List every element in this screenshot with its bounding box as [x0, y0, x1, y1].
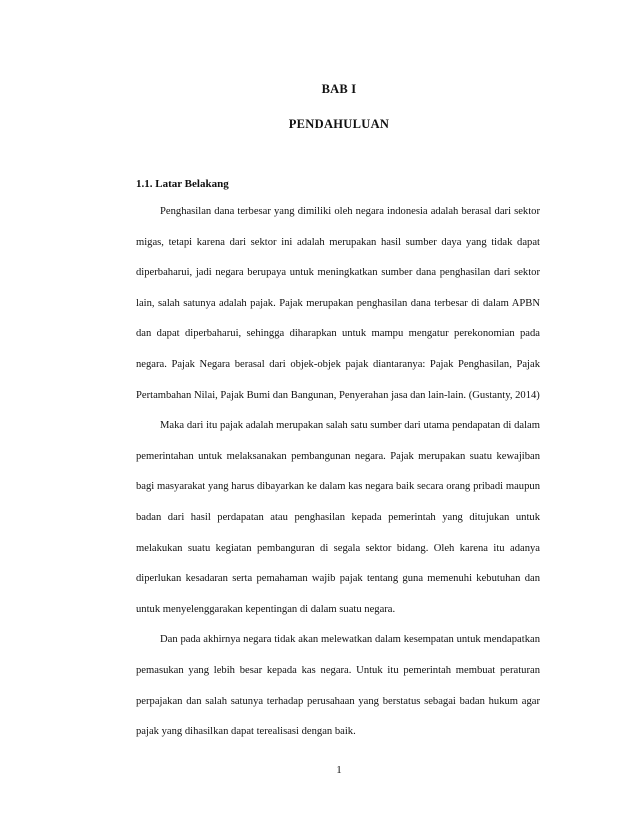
body-text	[136, 197, 540, 748]
chapter-title: PENDAHULUAN	[288, 117, 390, 131]
paragraph: Penghasilan dana terbesar yang dimiliki oleh negara indonesia adalah berasal dari sektor migas, tetapi karena dari sektor ini adalah merupakan hasil sumber daya yang tidak dapat diperbaharui, jadi negara berupaya untuk meningkatkan sumber dana penghasilan dari sektor lain, salah satunya adalah pajak. Pajak merupakan penghasilan dana terbesar di dalam APBN dan dapat diperbaharui, sehingga diharapkan untuk mampu mengatur perekonomian pada negara. Pajak Negara berasal dari objek-objek pajak diantaranya: Pajak Penghasilan, Pajak Pertambahan Nilai, Pajak Bumi dan Bangunan, Penyerahan jasa dan lain-lain. (Gustanty, 2014)	[136, 206, 540, 401]
page-number: 1	[336, 764, 342, 776]
paragraph: Dan pada akhirnya negara tidak akan melewatkan dalam kesempatan untuk mendapatkan pemasukan yang lebih besar kepada kas negara. Untuk itu pemerintah membuat peraturan perpajakan dan salah satunya terhadap perusahaan yang berstatus sebagai badan hukum agar pajak yang dihasilkan dapat terealisasi dengan baik.	[136, 634, 540, 738]
section-heading: 1.1. Latar Belakang	[136, 178, 229, 190]
chapter-label: BAB I	[321, 82, 357, 96]
paragraph: Maka dari itu pajak adalah merupakan salah satu sumber dari utama pendapatan di dalam pemerintahan untuk melaksanakan pembangunan negara. Pajak merupakan suatu kewajiban bagi masyarakat yang harus dibayarkan ke dalam kas negara baik secara orang pribadi maupun badan dari hasil perdapatan atau penghasilan kepada pemerintah yang ditujukan untuk melakukan suatu kegiatan pembanguran di segala sektor bidang. Oleh karena itu adanya diperlukan kesadaran serta pemahaman wajib pajak tentang guna memenuhi kebutuhan dan untuk menyelenggarakan kepentingan di dalam suatu negara.	[136, 420, 540, 615]
